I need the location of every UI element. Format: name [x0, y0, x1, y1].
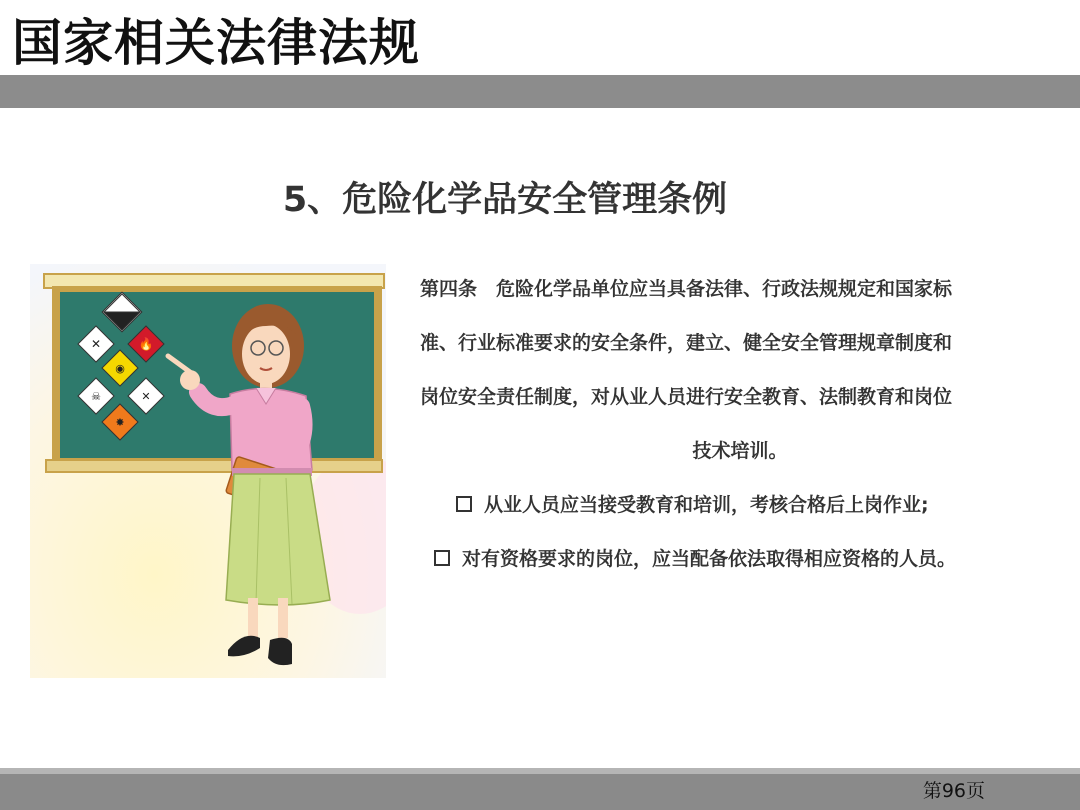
bullet-text: 从业人员应当接受教育和培训，考核合格后上岗作业;	[484, 494, 929, 516]
svg-text:☠: ☠	[91, 390, 101, 403]
svg-text:✕: ✕	[90, 337, 102, 351]
header-bar	[0, 75, 1080, 108]
bullet-item	[434, 532, 1060, 586]
article-line: 准、行业标准要求的安全条件，建立、健全安全管理规章制度和	[420, 332, 953, 354]
checkbox-icon	[434, 550, 450, 566]
bullet-item	[456, 478, 1060, 532]
article-text	[420, 262, 1060, 586]
svg-text:🔥: 🔥	[138, 337, 154, 351]
svg-text:✸: ✸	[115, 416, 125, 429]
section-title: 5、危险化学品安全管理条例	[282, 180, 728, 220]
svg-text:✕: ✕	[141, 390, 151, 403]
checkbox-icon	[456, 496, 472, 512]
teacher-blackboard-image	[30, 264, 386, 678]
svg-text:◉: ◉	[115, 362, 125, 375]
teacher-illustration	[30, 264, 386, 678]
bullet-text: 对有资格要求的岗位，应当配备依法取得相应资格的人员。	[462, 548, 957, 570]
footer-bar	[0, 768, 1080, 810]
page-number: 第96页	[922, 780, 985, 802]
page-title: 国家相关法律法规	[12, 14, 420, 72]
article-line: 技术培训。	[692, 440, 788, 462]
article-line: 第四条 危险化学品单位应当具备法律、行政法规规定和国家标	[420, 278, 953, 300]
article-line: 岗位安全责任制度，对从业人员进行安全教育、法制教育和岗位	[420, 386, 953, 408]
